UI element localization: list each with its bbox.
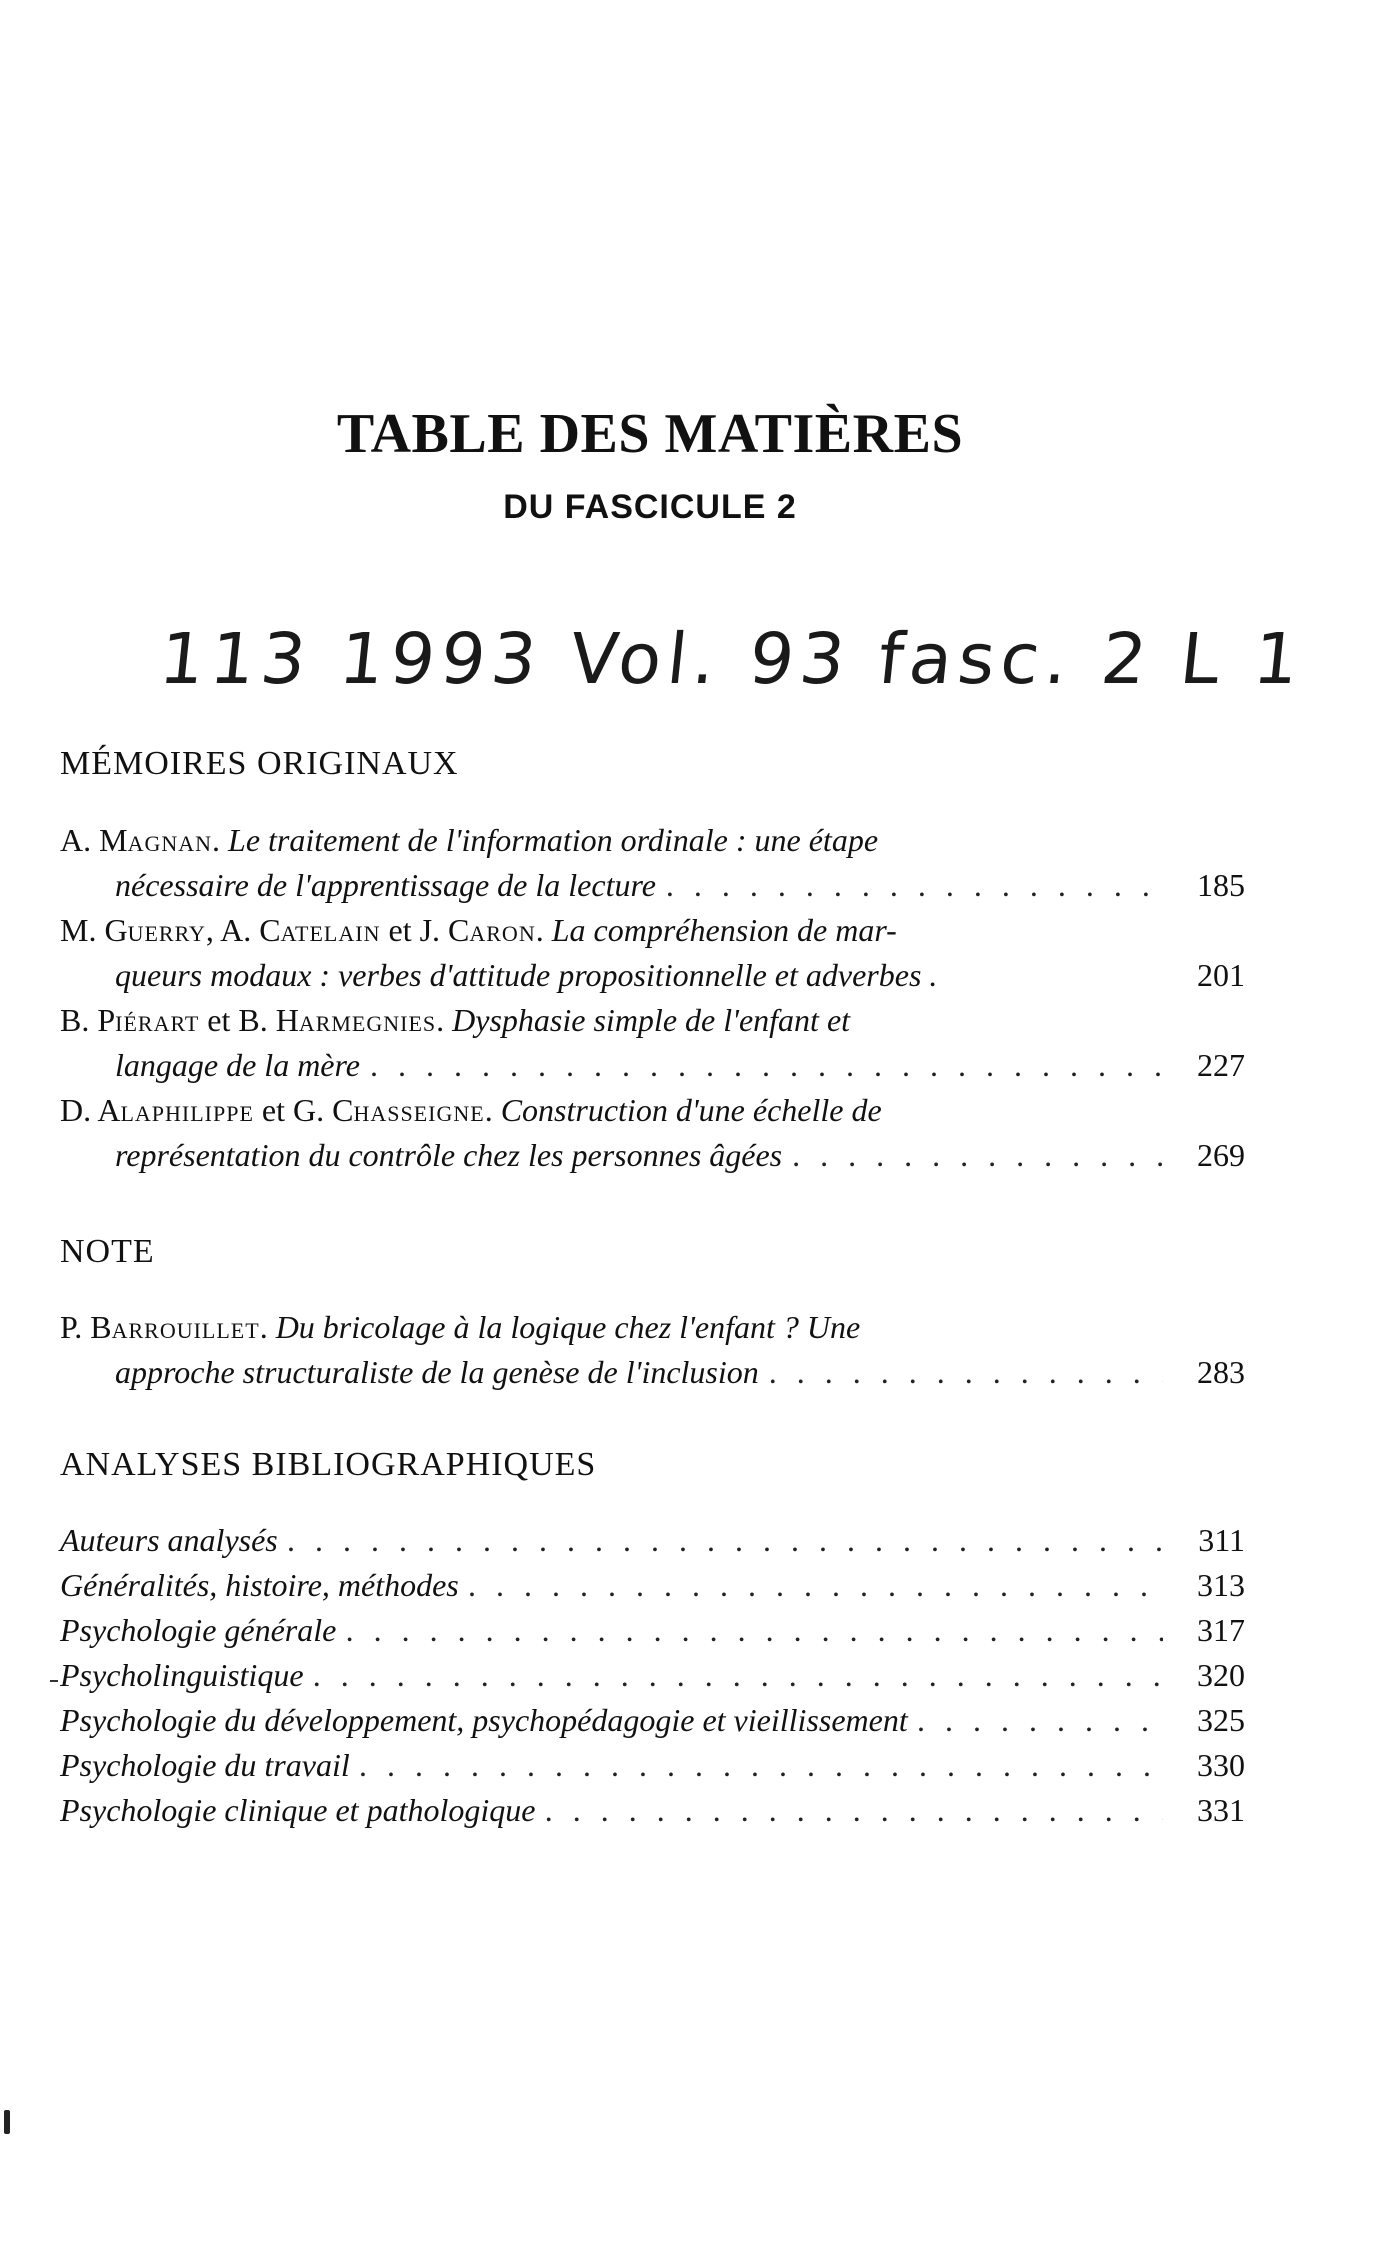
entry-title-line2: langage de la mère — [115, 1047, 360, 1083]
entry-authors: A. Magnan. — [60, 822, 229, 858]
entry-title-line2: représentation du contrôle chez les personnes âgées — [115, 1137, 783, 1173]
entry-label: Psychologie clinique et pathologique — [60, 1792, 536, 1828]
leader-dots — [469, 1563, 1163, 1608]
toc-entry — [60, 1088, 1245, 1178]
leader-dots — [666, 863, 1163, 908]
entry-page-number: 330 — [1197, 1747, 1245, 1783]
leader-dots — [288, 1518, 1163, 1563]
entry-page-number: 320 — [1197, 1657, 1245, 1693]
leader-dots — [545, 1788, 1163, 1833]
leader-dots — [346, 1608, 1163, 1653]
entry-title-line1: La compréhension de mar- — [551, 912, 897, 948]
handwritten-annotation: 113 1993 Vol. 93 fasc. 2 L 1 — [155, 618, 1309, 700]
note-list — [60, 1305, 1245, 1395]
entry-authors: B. Piérart et B. Harmegnies. — [60, 1002, 453, 1038]
entry-page-number: 331 — [1197, 1792, 1245, 1828]
leader-dots — [769, 1350, 1163, 1395]
entry-page-number: 283 — [1197, 1354, 1245, 1390]
section-heading-analyses: ANALYSES BIBLIOGRAPHIQUES — [60, 1446, 597, 1483]
entry-page-number: 313 — [1197, 1567, 1245, 1603]
analyses-list — [60, 1518, 1245, 1833]
entry-page-number: 269 — [1197, 1137, 1245, 1173]
entry-page-number: 311 — [1198, 1522, 1245, 1558]
leader-dots — [314, 1653, 1163, 1698]
entry-page-number: 317 — [1197, 1612, 1245, 1648]
entry-label: Généralités, histoire, méthodes — [60, 1567, 459, 1603]
toc-entry — [60, 1788, 1245, 1833]
entry-page-number: 185 — [1197, 867, 1245, 903]
entry-title-line1: Construction d'une échelle de — [500, 1092, 882, 1128]
memoires-list — [60, 818, 1245, 1178]
leader-dots — [370, 1043, 1163, 1088]
entry-label: Psycholinguistique — [60, 1657, 304, 1693]
toc-entry — [60, 1653, 1245, 1698]
margin-dash-mark — [50, 1680, 58, 1682]
toc-entry — [60, 818, 1245, 908]
toc-entry — [60, 1563, 1245, 1608]
entry-label: Psychologie du développement, psychopédagogie et vieillissement — [60, 1702, 908, 1738]
scan-margin-mark — [4, 2110, 10, 2134]
entry-title-line1: Du bricolage à la logique chez l'enfant ? Une — [275, 1309, 861, 1345]
toc-entry — [60, 1608, 1245, 1653]
toc-entry — [60, 908, 1245, 998]
toc-entry — [60, 1518, 1245, 1563]
page-subtitle: DU FASCICULE 2 — [503, 488, 797, 526]
entry-label: Auteurs analysés — [60, 1522, 278, 1558]
leader-dots — [918, 1698, 1163, 1743]
toc-entry — [60, 998, 1245, 1088]
section-heading-memoires: MÉMOIRES ORIGINAUX — [60, 745, 459, 782]
entry-authors: P. Barrouillet. — [60, 1309, 276, 1345]
entry-page-number: 227 — [1197, 1047, 1245, 1083]
entry-page-number: 201 — [1197, 957, 1245, 993]
leader-dots — [360, 1743, 1163, 1788]
entry-authors: M. Guerry, A. Catelain et J. Caron. — [60, 912, 552, 948]
entry-page-number: 325 — [1197, 1702, 1245, 1738]
leader-dots — [792, 1133, 1163, 1178]
entry-label: Psychologie du travail — [60, 1747, 350, 1783]
toc-entry — [60, 1743, 1245, 1788]
entry-title-line1: Le traitement de l'information ordinale : une étape — [228, 822, 879, 858]
toc-entry — [60, 1698, 1245, 1743]
page-title: TABLE DES MATIÈRES — [336, 403, 964, 465]
entry-title-line2: nécessaire de l'apprentissage de la lecture — [115, 867, 656, 903]
entry-authors: D. Alaphilippe et G. Chasseigne. — [60, 1092, 501, 1128]
toc-entry — [60, 1305, 1245, 1395]
section-heading-note: NOTE — [60, 1233, 155, 1270]
entry-label: Psychologie générale — [60, 1612, 337, 1648]
entry-title-line2: queurs modaux : verbes d'attitude propositionnelle et adverbes . — [115, 957, 938, 993]
entry-title-line2: approche structuraliste de la genèse de l'inclusion — [115, 1354, 759, 1390]
entry-title-line1: Dysphasie simple de l'enfant et — [452, 1002, 851, 1038]
